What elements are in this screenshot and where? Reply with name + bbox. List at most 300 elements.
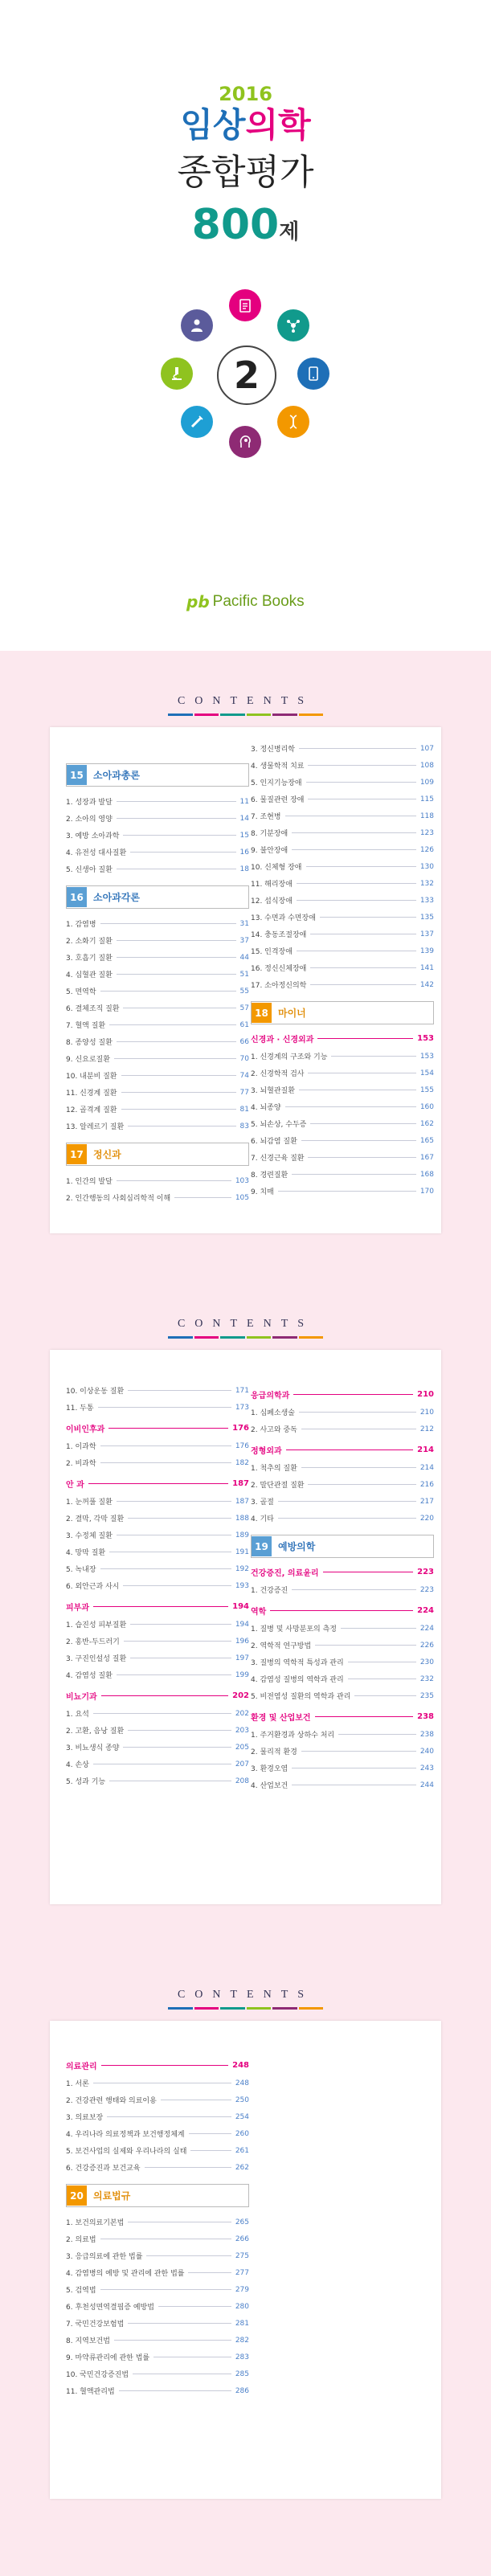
- color-bar-segment: [247, 1336, 272, 1339]
- toc-entry: [251, 757, 434, 774]
- toc-entry-label: 3. 환경오염: [251, 1765, 288, 1773]
- subsection-page: 187: [232, 1478, 249, 1488]
- toc-entry-label: 8. 기분장애: [251, 830, 288, 838]
- toc-leader: [130, 1624, 231, 1625]
- toc-entry-label: 1. 신경계의 구조와 기능: [251, 1053, 328, 1061]
- toc-entry: [66, 983, 249, 1000]
- color-bar-segment: [168, 2007, 193, 2010]
- toc-entry-page: 83: [239, 1122, 249, 1131]
- toc-entry-label: 1. 척추의 질환: [251, 1465, 297, 1473]
- subsection-label: 정형외과: [251, 1446, 282, 1456]
- toc-entry-page: 283: [235, 2353, 249, 2361]
- section-number: 18: [252, 1003, 272, 1023]
- toc-entry-label: 7. 혈액 질환: [66, 1022, 106, 1030]
- toc-leader: [100, 1568, 231, 1569]
- toc-entry-label: 3. 질병의 역학적 특성과 관리: [251, 1659, 344, 1667]
- toc-leader: [310, 1123, 415, 1124]
- toc-entry: [66, 2298, 249, 2315]
- toc-leader: [117, 1041, 236, 1042]
- toc-entry: [251, 1166, 434, 1183]
- toc-column-left: [66, 2053, 249, 2399]
- toc-entry-page: 173: [235, 1403, 249, 1412]
- toc-entry-page: 31: [239, 919, 249, 928]
- toc-entry: [66, 2247, 249, 2264]
- toc-entry-page: 118: [419, 812, 434, 820]
- toc-entry-label: 4. 산업보건: [251, 1782, 288, 1790]
- toc-entry: [251, 942, 434, 959]
- publisher-logo: [186, 592, 305, 611]
- subsection-header: [251, 1709, 434, 1723]
- toc-entry-page: 15: [239, 831, 249, 840]
- toc-entry-page: 70: [239, 1054, 249, 1063]
- toc-entry-label: 12. 섭식장애: [251, 898, 293, 906]
- toc-entry-label: 6. 뇌감염 질환: [251, 1138, 297, 1146]
- toc-entry-page: 187: [235, 1497, 249, 1506]
- toc-entry-page: 109: [419, 778, 434, 787]
- toc-entry-label: 5. 성과 기능: [66, 1778, 106, 1786]
- molecule-icon: [277, 309, 309, 341]
- toc-entry-label: 3. 호흡기 질환: [66, 955, 113, 963]
- toc-entry-label: 2. 소아의 영양: [66, 816, 113, 824]
- toc-entry: [251, 1620, 434, 1637]
- toc-entry-page: 139: [419, 947, 434, 955]
- subsection-rule: [101, 1695, 228, 1696]
- color-bar-segment: [247, 714, 272, 716]
- publisher-name: Pacific Books: [212, 593, 305, 610]
- toc-entry-page: 265: [235, 2218, 249, 2226]
- contents-heading-2: CONTENTS: [177, 1318, 314, 1330]
- section-header: [66, 885, 249, 909]
- toc-entry-label: 5. 면역학: [66, 988, 96, 996]
- toc-entry-label: 1. 요석: [66, 1711, 89, 1719]
- toc-entry: [66, 1705, 249, 1722]
- toc-entry-label: 4. 감염병의 예방 및 관리에 관한 법률: [66, 2270, 185, 2278]
- toc-leader: [121, 1092, 236, 1093]
- toc-entry-label: 2. 인간행동의 사회심리학적 이해: [66, 1195, 171, 1203]
- toc-entry-label: 10. 신체형 장애: [251, 864, 302, 872]
- toc-entry-label: 9. 치매: [251, 1188, 274, 1196]
- toc-entry-page: 126: [419, 845, 434, 854]
- section-header: [66, 2184, 249, 2207]
- toc-entry-label: 1. 인간의 발달: [66, 1178, 113, 1186]
- toc-entry-label: 4. 감염성 질병의 역학과 관리: [251, 1676, 344, 1684]
- subsection-page: 202: [232, 1691, 249, 1700]
- toc-entry: [251, 1760, 434, 1777]
- toc-entry-label: 3. 비뇨생식 종양: [66, 1744, 120, 1752]
- toc-entry-label: 4. 우리나라 의료정책과 보건행정체계: [66, 2131, 185, 2139]
- toc-entry: [66, 793, 249, 810]
- color-bar-2: [167, 1336, 324, 1339]
- toc-entry-page: 235: [419, 1691, 434, 1700]
- toc-entry: [66, 1437, 249, 1454]
- toc-entry: [66, 861, 249, 877]
- syringe-icon: [181, 406, 213, 438]
- toc-entry-label: 10. 국민건강증진법: [66, 2371, 129, 2379]
- subsection-header: [66, 1599, 249, 1613]
- cover-title-part1: 임상: [180, 105, 246, 145]
- color-bar-segment: [194, 714, 219, 716]
- toc-entry: [66, 1033, 249, 1050]
- subsection-header: [251, 1442, 434, 1457]
- toc-entry: [251, 841, 434, 858]
- cover-title-suffix: 제: [279, 220, 300, 244]
- contents-sheet-1: [50, 727, 441, 1233]
- color-bar-segment: [194, 2007, 219, 2010]
- toc-entry-label: 7. 조현병: [251, 813, 281, 821]
- volume-number: 2: [217, 346, 276, 405]
- toc-leader: [117, 1674, 231, 1675]
- toc-leader: [121, 1109, 236, 1110]
- toc-entry-label: 2. 비과학: [66, 1460, 96, 1468]
- toc-entry-label: 9. 불안장애: [251, 847, 288, 855]
- toc-entry-label: 6. 물질관련 장애: [251, 796, 305, 804]
- toc-entry-page: 238: [419, 1730, 434, 1739]
- cover-title-line3: [0, 201, 491, 256]
- toc-leader: [100, 991, 236, 992]
- toc-entry: [66, 1454, 249, 1471]
- subsection-rule: [293, 1394, 413, 1395]
- color-bar-segment: [220, 1336, 245, 1339]
- toc-leader: [306, 866, 416, 867]
- toc-entry-label: 2. 소화기 질환: [66, 938, 113, 946]
- toc-leader: [100, 1445, 231, 1446]
- toc-entry: [251, 1654, 434, 1670]
- toc-entry-label: 3. 수정체 질환: [66, 1532, 113, 1540]
- toc-leader: [190, 2150, 231, 2151]
- section-header: [66, 1143, 249, 1166]
- section-number: 15: [67, 765, 87, 785]
- color-bar-segment: [299, 2007, 324, 2010]
- toc-entry: [66, 1527, 249, 1544]
- toc-entry-page: 135: [419, 913, 434, 922]
- toc-entry-label: 6. 후천성면역결핍증 예방법: [66, 2304, 154, 2312]
- toc-entry-label: 17. 소아정신의학: [251, 982, 307, 990]
- toc-entry-page: 260: [235, 2129, 249, 2138]
- toc-entry: [66, 1101, 249, 1118]
- subsection-rule: [88, 1483, 228, 1484]
- toc-entry-label: 2. 역학적 연구방법: [251, 1642, 312, 1650]
- toc-entry-label: 3. 의료보장: [66, 2114, 104, 2122]
- toc-leader: [338, 1734, 416, 1735]
- toc-entry-label: 2. 의료법: [66, 2236, 96, 2244]
- icon-ring: [161, 289, 329, 458]
- toc-leader: [100, 2289, 231, 2290]
- subsection-rule: [108, 1428, 228, 1429]
- subsection-page: 153: [417, 1033, 434, 1043]
- toc-entry-page: 191: [235, 1548, 249, 1556]
- toc-leader: [123, 835, 235, 836]
- subsection-page: 210: [417, 1389, 434, 1399]
- toc-leader: [117, 801, 236, 802]
- toc-entry: [66, 2230, 249, 2247]
- toc-entry-page: 171: [235, 1386, 249, 1395]
- toc-leader: [128, 1518, 231, 1519]
- toc-entry-label: 11. 해리장애: [251, 881, 293, 889]
- cover-title-number: 800: [191, 201, 280, 249]
- subsection-rule: [315, 1716, 414, 1717]
- toc-entry: [251, 1421, 434, 1437]
- toc-entry-label: 1. 보건의료기본법: [66, 2219, 125, 2227]
- toc-leader: [301, 1751, 416, 1752]
- section-header: [66, 763, 249, 787]
- toc-entry: [66, 1067, 249, 1084]
- toc-entry: [66, 2142, 249, 2159]
- toc-entry-label: 13. 수면과 수면장애: [251, 914, 316, 922]
- toc-entry-page: 266: [235, 2235, 249, 2243]
- subsection-label: 신경과 · 신경외과: [251, 1035, 314, 1045]
- toc-entry: [66, 1756, 249, 1773]
- toc-entry: [66, 1650, 249, 1666]
- section-title: 소아과각론: [93, 892, 140, 903]
- toc-entry: [66, 2108, 249, 2125]
- toc-entry-page: 16: [239, 848, 249, 857]
- toc-entry-page: 103: [235, 1176, 249, 1185]
- toc-entry-page: 61: [239, 1020, 249, 1029]
- toc-entry-label: 4. 손상: [66, 1761, 89, 1769]
- toc-entry: [66, 2214, 249, 2230]
- toc-leader: [299, 1412, 416, 1413]
- toc-entry-label: 5. 비전염성 질환의 역학과 관리: [251, 1693, 351, 1701]
- toc-entry: [66, 827, 249, 844]
- toc-entry-label: 5. 신생아 질환: [66, 866, 113, 874]
- toc-entry-page: 212: [419, 1425, 434, 1433]
- toc-column-left: [66, 1382, 249, 1789]
- toc-leader: [128, 1390, 231, 1391]
- toc-entry-label: 8. 지역보건법: [66, 2337, 110, 2345]
- toc-entry-page: 277: [235, 2268, 249, 2277]
- toc-entry: [66, 844, 249, 861]
- toc-entry: [66, 1773, 249, 1789]
- toc-entry: [66, 2281, 249, 2298]
- toc-entry-label: 2. 말단관절 질환: [251, 1482, 305, 1490]
- toc-entry-label: 2. 홍반-두드러기: [66, 1638, 120, 1646]
- toc-entry-label: 15. 인격장애: [251, 948, 293, 956]
- toc-entry-page: 207: [235, 1760, 249, 1768]
- toc-entry: [66, 1382, 249, 1399]
- toc-entry-label: 10. 내분비 질환: [66, 1073, 117, 1081]
- toc-leader: [107, 2116, 231, 2117]
- toc-entry-page: 123: [419, 828, 434, 837]
- toc-leader: [145, 2167, 231, 2168]
- toc-entry: [66, 1084, 249, 1101]
- color-bar-segment: [220, 2007, 245, 2010]
- toc-entry: [66, 1544, 249, 1560]
- toc-entry: [66, 2091, 249, 2108]
- toc-leader: [341, 1628, 416, 1629]
- toc-entry-label: 5. 보건사업의 실제와 우리나라의 실태: [66, 2148, 187, 2156]
- subsection-page: 214: [417, 1445, 434, 1454]
- toc-leader: [98, 1407, 231, 1408]
- toc-entry-label: 5. 검역법: [66, 2287, 96, 2295]
- toc-leader: [93, 1713, 231, 1714]
- toc-entry-page: 107: [419, 744, 434, 753]
- toc-column-right: [251, 1382, 434, 1793]
- toc-entry-page: 193: [235, 1581, 249, 1590]
- subsection-label: 안 과: [66, 1480, 84, 1490]
- toc-entry-page: 197: [235, 1654, 249, 1662]
- toc-leader: [278, 1518, 416, 1519]
- cover-year: 2016: [219, 83, 272, 105]
- toc-entry: [251, 976, 434, 993]
- toc-entry-label: 8. 경련질환: [251, 1171, 288, 1180]
- toc-entry: [66, 2159, 249, 2176]
- toc-leader: [146, 2255, 231, 2256]
- subsection-header: [251, 1603, 434, 1617]
- toc-entry-page: 230: [419, 1658, 434, 1666]
- toc-leader: [117, 1501, 231, 1502]
- toc-leader: [278, 1501, 416, 1502]
- section-title: 예방의학: [278, 1541, 316, 1552]
- toc-entry: [66, 2365, 249, 2382]
- toc-entry: [66, 1510, 249, 1527]
- toc-leader: [188, 2272, 231, 2273]
- color-bar-segment: [299, 714, 324, 716]
- toc-leader: [121, 1075, 236, 1076]
- toc-entry-page: 279: [235, 2285, 249, 2294]
- toc-entry: [251, 1726, 434, 1743]
- toc-entry-page: 240: [419, 1747, 434, 1756]
- toc-leader: [310, 984, 415, 985]
- toc-entry: [66, 2075, 249, 2091]
- toc-entry-page: 196: [235, 1637, 249, 1646]
- toc-entry: [66, 810, 249, 827]
- toc-leader: [114, 2340, 231, 2341]
- toc-entry: [66, 915, 249, 932]
- toc-entry-page: 275: [235, 2251, 249, 2260]
- toc-entry-page: 81: [239, 1105, 249, 1114]
- toc-entry-label: 4. 망막 질환: [66, 1549, 106, 1557]
- toc-entry: [66, 2315, 249, 2332]
- toc-entry: [66, 2332, 249, 2349]
- toc-entry: [251, 1459, 434, 1476]
- toc-entry: [251, 1687, 434, 1704]
- toc-entry-page: 155: [419, 1086, 434, 1094]
- toc-entry-page: 220: [419, 1514, 434, 1523]
- toc-entry: [66, 949, 249, 966]
- toc-entry-page: 182: [235, 1458, 249, 1467]
- toc-entry: [251, 875, 434, 892]
- toc-leader: [331, 1056, 415, 1057]
- subsection-page: 224: [417, 1605, 434, 1615]
- toc-entry-page: 105: [235, 1193, 249, 1202]
- toc-entry-label: 1. 이과학: [66, 1443, 96, 1451]
- toc-leader: [278, 1191, 416, 1192]
- toc-column-left: [66, 755, 249, 1206]
- toc-entry: [251, 959, 434, 976]
- microscope-icon: [161, 358, 193, 390]
- toc-entry-page: 250: [235, 2096, 249, 2104]
- toc-entry-label: 2. 사고와 중독: [251, 1426, 297, 1434]
- toc-entry: [251, 1404, 434, 1421]
- toc-entry: [251, 1510, 434, 1527]
- toc-leader: [297, 900, 416, 901]
- toc-entry-label: 2. 물리적 환경: [251, 1748, 297, 1756]
- toc-entry: [251, 1493, 434, 1510]
- color-bar-segment: [168, 1336, 193, 1339]
- toc-entry-label: 1. 질병 및 사망분포의 측정: [251, 1625, 337, 1634]
- toc-entry-label: 2. 고환, 음낭 질환: [66, 1728, 125, 1736]
- toc-entry-label: 11. 혈액관리법: [66, 2388, 115, 2396]
- toc-entry-page: 226: [419, 1641, 434, 1650]
- subsection-label: 피부과: [66, 1603, 89, 1613]
- toc-leader: [158, 2306, 231, 2307]
- toc-entry: [251, 1476, 434, 1493]
- toc-entry: [66, 1739, 249, 1756]
- toc-entry-label: 7. 신경근육 질환: [251, 1155, 305, 1163]
- toc-entry-page: 232: [419, 1674, 434, 1683]
- toc-leader: [174, 1197, 231, 1198]
- subsection-header: [66, 2058, 249, 2072]
- toc-leader: [114, 1058, 236, 1059]
- toc-leader: [315, 1645, 416, 1646]
- toc-leader: [292, 832, 416, 833]
- toc-leader: [117, 1180, 231, 1181]
- subsection-label: 건강증진, 의료윤리: [251, 1568, 319, 1578]
- toc-leader: [301, 1140, 416, 1141]
- cover-title-part2: 의학: [245, 105, 311, 145]
- toc-entry-page: 188: [235, 1514, 249, 1523]
- toc-entry-label: 16. 정신신체장애: [251, 965, 307, 973]
- section-number: 19: [252, 1536, 272, 1556]
- toc-entry-page: 216: [419, 1480, 434, 1489]
- subsection-page: 223: [417, 1567, 434, 1576]
- subsection-label: 역학: [251, 1607, 267, 1617]
- toc-entry: [251, 858, 434, 875]
- subsection-header: [66, 1688, 249, 1703]
- color-bar-3: [167, 2007, 324, 2010]
- section-title: 소아과총론: [93, 770, 140, 781]
- toc-entry-page: 192: [235, 1564, 249, 1573]
- toc-entry: [66, 1616, 249, 1633]
- section-number: 20: [67, 2186, 87, 2206]
- toc-leader: [292, 849, 416, 850]
- toc-entry-label: 1. 눈꺼풀 질환: [66, 1499, 113, 1507]
- toc-entry-label: 3. 정신병리학: [251, 746, 295, 754]
- toc-leader: [292, 1174, 416, 1175]
- toc-entry-page: 280: [235, 2302, 249, 2311]
- toc-entry-page: 243: [419, 1764, 434, 1773]
- toc-column-right: [251, 740, 434, 1200]
- toc-entry-label: 11. 신경계 질환: [66, 1090, 117, 1098]
- toc-entry-page: 44: [239, 953, 249, 962]
- toc-entry: [251, 1098, 434, 1115]
- contents-sheet-2: [50, 1350, 441, 1904]
- toc-entry: [251, 1581, 434, 1598]
- toc-entry-label: 3. 예방 소아과학: [66, 832, 120, 840]
- toc-entry-page: 217: [419, 1497, 434, 1506]
- toc-entry-label: 1. 습진성 피부질환: [66, 1621, 127, 1629]
- toc-entry: [66, 2349, 249, 2365]
- toc-leader: [130, 852, 235, 853]
- toc-entry-page: 11: [239, 797, 249, 806]
- subsection-page: 176: [232, 1423, 249, 1433]
- toc-entry-page: 168: [419, 1170, 434, 1179]
- subsection-header: [251, 1387, 434, 1401]
- toc-entry-page: 285: [235, 2370, 249, 2378]
- toc-entry-label: 1. 서론: [66, 2080, 89, 2088]
- toc-entry: [251, 1065, 434, 1082]
- color-bar-segment: [220, 714, 245, 716]
- toc-leader: [117, 957, 236, 958]
- cover-title-line1: [0, 104, 491, 146]
- toc-entry: [66, 1016, 249, 1033]
- section-header: [251, 1001, 434, 1024]
- toc-entry: [251, 1048, 434, 1065]
- contents-heading-1: CONTENTS: [177, 695, 314, 707]
- toc-entry-page: 66: [239, 1037, 249, 1046]
- toc-entry-page: 108: [419, 761, 434, 770]
- toc-entry: [66, 2382, 249, 2399]
